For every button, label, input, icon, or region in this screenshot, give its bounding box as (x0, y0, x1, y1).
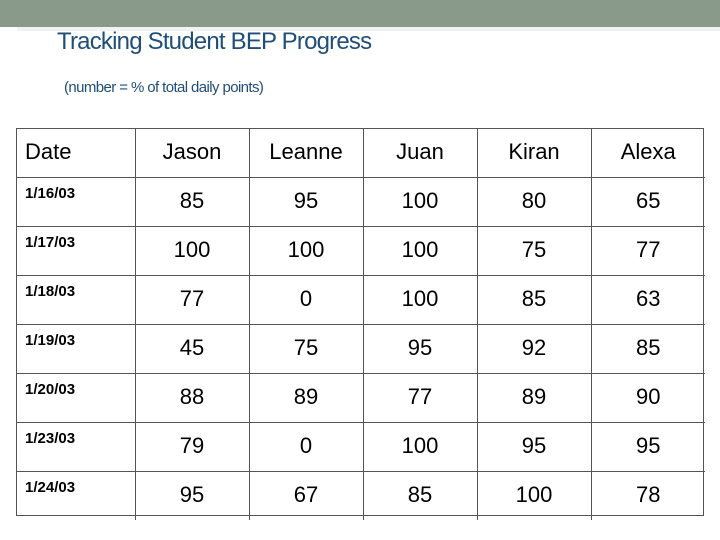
date-cell: 1/23/03 (17, 423, 135, 472)
score-cell: 63 (591, 276, 705, 325)
score-cell: 67 (249, 472, 363, 521)
table-row (17, 374, 705, 423)
score-cell: 0 (249, 423, 363, 472)
score-cell: 100 (135, 227, 249, 276)
score-cell: 90 (591, 374, 705, 423)
score-cell: 78 (591, 472, 705, 521)
table-header-row (17, 129, 705, 178)
date-cell: 1/17/03 (17, 227, 135, 276)
progress-table (16, 128, 704, 516)
column-header-leanne: Leanne (249, 129, 363, 178)
column-header-jason: Jason (135, 129, 249, 178)
table-row (17, 178, 705, 227)
score-cell: 92 (477, 325, 591, 374)
score-cell: 85 (477, 276, 591, 325)
score-cell: 77 (135, 276, 249, 325)
score-cell: 89 (477, 374, 591, 423)
date-cell: 1/24/03 (17, 472, 135, 521)
score-cell: 100 (363, 227, 477, 276)
score-cell: 75 (249, 325, 363, 374)
date-cell: 1/20/03 (17, 374, 135, 423)
table-row (17, 325, 705, 374)
slide-title: Tracking Student BEP Progress (57, 28, 372, 55)
table-row (17, 227, 705, 276)
score-cell: 0 (249, 276, 363, 325)
date-cell: 1/19/03 (17, 325, 135, 374)
date-cell: 1/16/03 (17, 178, 135, 227)
score-cell: 100 (363, 276, 477, 325)
score-cell: 95 (591, 423, 705, 472)
slide-subtitle: (number = % of total daily points) (64, 79, 264, 96)
score-cell: 95 (135, 472, 249, 521)
score-cell: 79 (135, 423, 249, 472)
slide-top-bar (0, 0, 720, 27)
column-header-kiran: Kiran (477, 129, 591, 178)
score-cell: 100 (477, 472, 591, 521)
score-cell: 65 (591, 178, 705, 227)
score-cell: 85 (135, 178, 249, 227)
column-header-juan: Juan (363, 129, 477, 178)
table-row (17, 276, 705, 325)
score-cell: 80 (477, 178, 591, 227)
score-cell: 95 (477, 423, 591, 472)
score-cell: 85 (363, 472, 477, 521)
score-cell: 95 (363, 325, 477, 374)
score-cell: 88 (135, 374, 249, 423)
column-header-date: Date (17, 129, 135, 178)
table-row (17, 472, 705, 521)
score-cell: 100 (363, 178, 477, 227)
score-cell: 45 (135, 325, 249, 374)
score-cell: 100 (249, 227, 363, 276)
table-row (17, 423, 705, 472)
date-cell: 1/18/03 (17, 276, 135, 325)
score-cell: 85 (591, 325, 705, 374)
score-cell: 89 (249, 374, 363, 423)
score-cell: 95 (249, 178, 363, 227)
score-cell: 75 (477, 227, 591, 276)
column-header-alexa: Alexa (591, 129, 705, 178)
score-cell: 100 (363, 423, 477, 472)
score-cell: 77 (363, 374, 477, 423)
score-cell: 77 (591, 227, 705, 276)
